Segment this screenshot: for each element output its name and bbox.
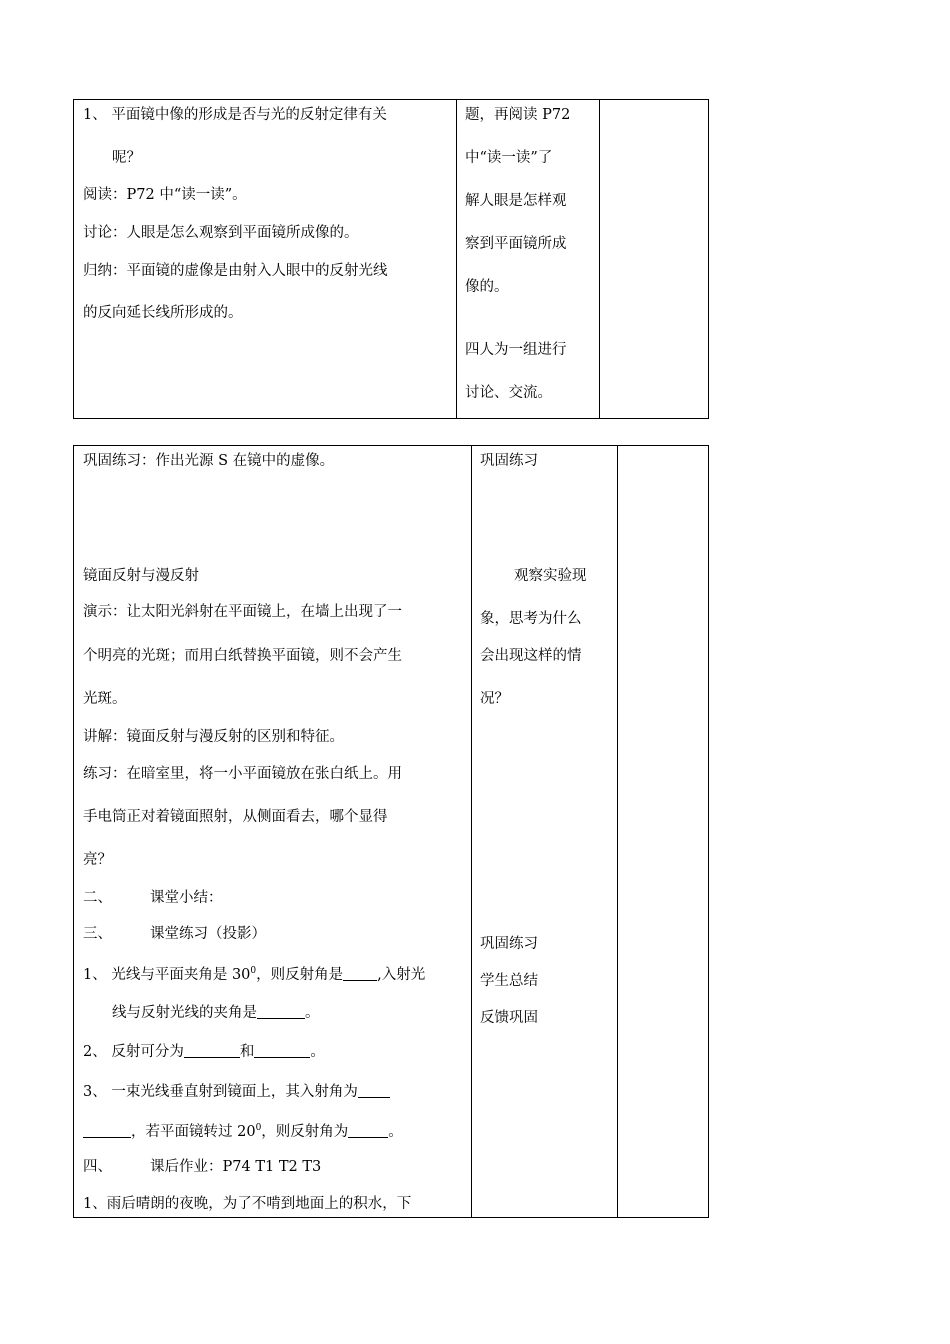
student-activity-line: 像的。 bbox=[465, 279, 509, 295]
discussion-prompt: 讨论：人眼是怎么观察到平面镜所成像的。 bbox=[83, 225, 359, 241]
column-divider bbox=[599, 100, 600, 418]
column-divider bbox=[456, 100, 457, 418]
section-number: 四、 bbox=[83, 1159, 112, 1175]
activity-label: 巩固练习 bbox=[480, 453, 538, 469]
practice-line: 手电筒正对着镜面照射，从侧面看去，哪个显得 bbox=[83, 809, 388, 825]
observation-line: 象，思考为什么 bbox=[480, 611, 582, 627]
section-title: 课堂小结： bbox=[150, 890, 223, 906]
student-activity-line: 四人为一组进行 bbox=[465, 342, 567, 358]
practice-question-1: 1、 光线与平面夹角是 $30^0$，则反射角是 ,入射光 bbox=[83, 966, 426, 983]
lesson-table-2 bbox=[73, 445, 709, 1218]
activity-label: 巩固练习 bbox=[480, 936, 538, 952]
observation-line: 况？ bbox=[480, 691, 509, 707]
summary-line: 的反向延长线所形成的。 bbox=[83, 305, 243, 321]
observation-line: 会出现这样的情 bbox=[480, 648, 582, 664]
student-activity-line: 察到平面镜所成 bbox=[465, 236, 567, 252]
homework-line: 1、雨后晴朗的夜晚，为了不啃到地面上的积水，下 bbox=[83, 1196, 412, 1212]
column-divider bbox=[471, 446, 472, 1217]
activity-label: 反馈巩固 bbox=[480, 1010, 538, 1026]
demo-line: 个明亮的光斑；而用白纸替换平面镜，则不会产生 bbox=[83, 648, 402, 664]
observation-line: 观察实验现 bbox=[514, 568, 587, 584]
student-activity-line: 解人眼是怎样观 bbox=[465, 193, 567, 209]
section-number: 二、 bbox=[83, 890, 112, 906]
student-activity-line: 题，再阅读 P72 bbox=[465, 107, 571, 123]
student-activity-line: 中“读一读”了 bbox=[465, 150, 553, 166]
section-title: 课后作业：P74 T1 T2 T3 bbox=[150, 1159, 322, 1175]
lesson-table-1 bbox=[73, 99, 709, 419]
activity-label: 学生总结 bbox=[480, 973, 538, 989]
section-heading: 镜面反射与漫反射 bbox=[83, 568, 199, 584]
summary-line: 归纳：平面镜的虚像是由射入人眼中的反射光线 bbox=[83, 263, 388, 279]
explanation: 讲解：镜面反射与漫反射的区别和特征。 bbox=[83, 729, 344, 745]
practice-question-1-cont: 线与反射光线的夹角是 。 bbox=[112, 1005, 320, 1021]
reading-instruction: 阅读：P72 中“读一读”。 bbox=[83, 187, 247, 203]
section-title: 课堂练习（投影） bbox=[150, 926, 266, 942]
section-number: 三、 bbox=[83, 926, 112, 942]
practice-line: 练习：在暗室里，将一小平面镜放在张白纸上。用 bbox=[83, 766, 402, 782]
column-divider bbox=[617, 446, 618, 1217]
question-line: 1、 平面镜中像的形成是否与光的反射定律有关 bbox=[83, 107, 387, 123]
demo-line: 演示：让太阳光斜射在平面镜上，在墙上出现了一 bbox=[83, 604, 402, 620]
exercise-prompt: 巩固练习：作出光源 S 在镜中的虚像。 bbox=[83, 453, 335, 469]
practice-question-3-cont: ，若平面镜转过 $20^0$，则反射角为 。 bbox=[83, 1119, 403, 1141]
question-line: 呢？ bbox=[112, 150, 141, 166]
demo-line: 光斑。 bbox=[83, 691, 127, 707]
practice-question-2: 2、 反射可分为 和 。 bbox=[83, 1044, 325, 1060]
practice-line: 亮？ bbox=[83, 852, 112, 868]
practice-question-3: 3、 一束光线垂直射到镜面上，其入射角为 bbox=[83, 1083, 390, 1101]
student-activity-line: 讨论、交流。 bbox=[465, 385, 552, 401]
